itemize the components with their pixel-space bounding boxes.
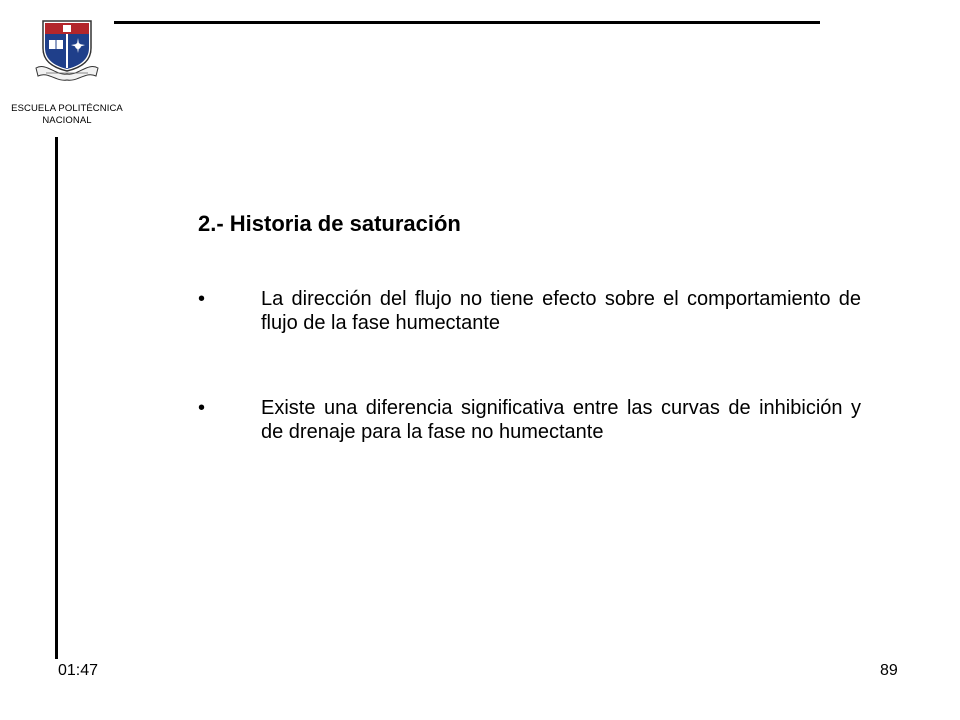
institution-name-line2: NACIONAL <box>42 115 92 126</box>
bullet-item <box>198 287 861 335</box>
bullet-marker: • <box>198 288 206 310</box>
slide-title: 2.- Historia de saturación <box>198 211 461 236</box>
institution-name <box>0 103 134 127</box>
side-divider <box>55 137 58 659</box>
bullet-text: La dirección del flujo no tiene efecto sobre el comportamiento de flujo de la fase humectante <box>261 288 861 334</box>
university-crest-icon <box>34 18 100 84</box>
bullet-text: Existe una diferencia significativa entre las curvas de inhibición y de drenaje para la fase no humectante <box>261 397 861 443</box>
slide-time: 01:47 <box>58 662 99 679</box>
top-divider <box>114 21 820 24</box>
bullet-marker: • <box>198 397 206 419</box>
page-number: 89 <box>880 662 898 679</box>
bullet-item <box>198 396 861 444</box>
institution-name-line1: ESCUELA POLITÉCNICA <box>11 103 123 114</box>
